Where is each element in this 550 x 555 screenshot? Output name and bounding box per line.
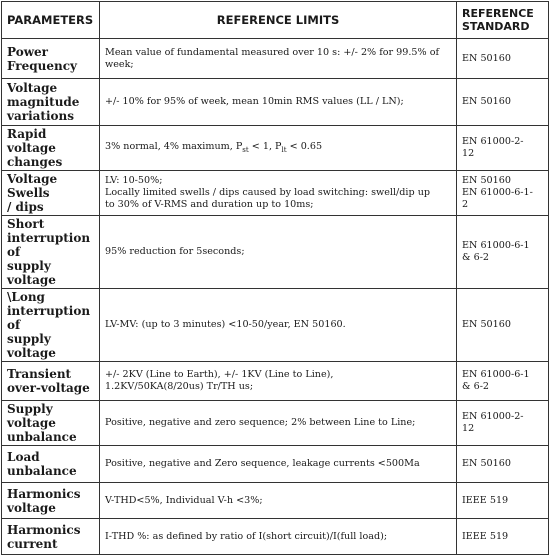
parameter-cell: Voltage Swells / dips [2, 171, 100, 216]
standard-cell: EN 50160 EN 61000-6-1- 2 [457, 171, 549, 216]
parameter-cell: Short interruption of supply voltage [2, 216, 100, 289]
plt-subscript: lt [281, 145, 287, 154]
limit-text: 3% normal, 4% maximum, P [105, 140, 243, 152]
table-row [2, 483, 549, 519]
parameter-cell: Voltage magnitude variations [2, 79, 100, 126]
reference-limits-table [1, 1, 549, 555]
limit-cell: I-THD %: as defined by ratio of I(short circuit)/I(full load); [100, 519, 457, 555]
header-parameters: PARAMETERS [2, 2, 100, 39]
standard-cell: EN 61000-2- 12 [457, 401, 549, 446]
standard-cell: EN 50160 [457, 39, 549, 79]
header-reference-limits: REFERENCE LIMITS [100, 2, 457, 39]
standard-cell: EN 61000-6-1 & 6-2 [457, 216, 549, 289]
pst-subscript: st [242, 145, 249, 154]
table-row [2, 79, 549, 126]
limit-text: < 1, P [248, 140, 282, 152]
standard-cell: EN 61000-6-1 & 6-2 [457, 362, 549, 401]
table-row [2, 39, 549, 79]
parameter-cell: Harmonics current [2, 519, 100, 555]
parameter-cell: Load unbalance [2, 446, 100, 483]
parameter-cell: Rapid voltage changes [2, 126, 100, 171]
limit-cell: Positive, negative and Zero sequence, leakage currents <500Ma [100, 446, 457, 483]
table-row [2, 171, 549, 216]
limit-cell: +/- 2KV (Line to Earth), +/- 1KV (Line to Line), 1.2KV/50KA(8/20us) Tr/TH us; [100, 362, 457, 401]
parameter-cell: Transient over-voltage [2, 362, 100, 401]
header-reference-standard: REFERENCE STANDARD [457, 2, 549, 39]
standard-cell: EN 50160 [457, 79, 549, 126]
limit-cell [100, 126, 457, 171]
parameter-cell: Power Frequency [2, 39, 100, 79]
table-row [2, 519, 549, 555]
limit-cell: Positive, negative and zero sequence; 2% between Line to Line; [100, 401, 457, 446]
standard-cell: EN 61000-2- 12 [457, 126, 549, 171]
parameter-cell: \Long interruption of supply voltage [2, 289, 100, 362]
limit-cell: +/- 10% for 95% of week, mean 10min RMS values (LL / LN); [100, 79, 457, 126]
limit-text: < 0.65 [286, 140, 323, 152]
standard-cell: EN 50160 [457, 446, 549, 483]
standard-cell: EN 50160 [457, 289, 549, 362]
table-row [2, 401, 549, 446]
standard-cell: IEEE 519 [457, 483, 549, 519]
limit-cell: LV-MV: (up to 3 minutes) <10-50/year, EN 50160. [100, 289, 457, 362]
header-row [2, 2, 549, 39]
limit-cell: Mean value of fundamental measured over 10 s: +/- 2% for 99.5% of week; [100, 39, 457, 79]
limit-cell: V-THD<5%, Individual V-h <3%; [100, 483, 457, 519]
table-row [2, 446, 549, 483]
table-row [2, 289, 549, 362]
parameter-cell: Supply voltage unbalance [2, 401, 100, 446]
parameter-cell: Harmonics voltage [2, 483, 100, 519]
standard-cell: IEEE 519 [457, 519, 549, 555]
table-row [2, 362, 549, 401]
table-row [2, 126, 549, 171]
limit-cell: 95% reduction for 5seconds; [100, 216, 457, 289]
table-row [2, 216, 549, 289]
limit-cell: LV: 10-50%; Locally limited swells / dips caused by load switching: swell/dip up to 30% of V-RMS and duration up to 10ms; [100, 171, 457, 216]
